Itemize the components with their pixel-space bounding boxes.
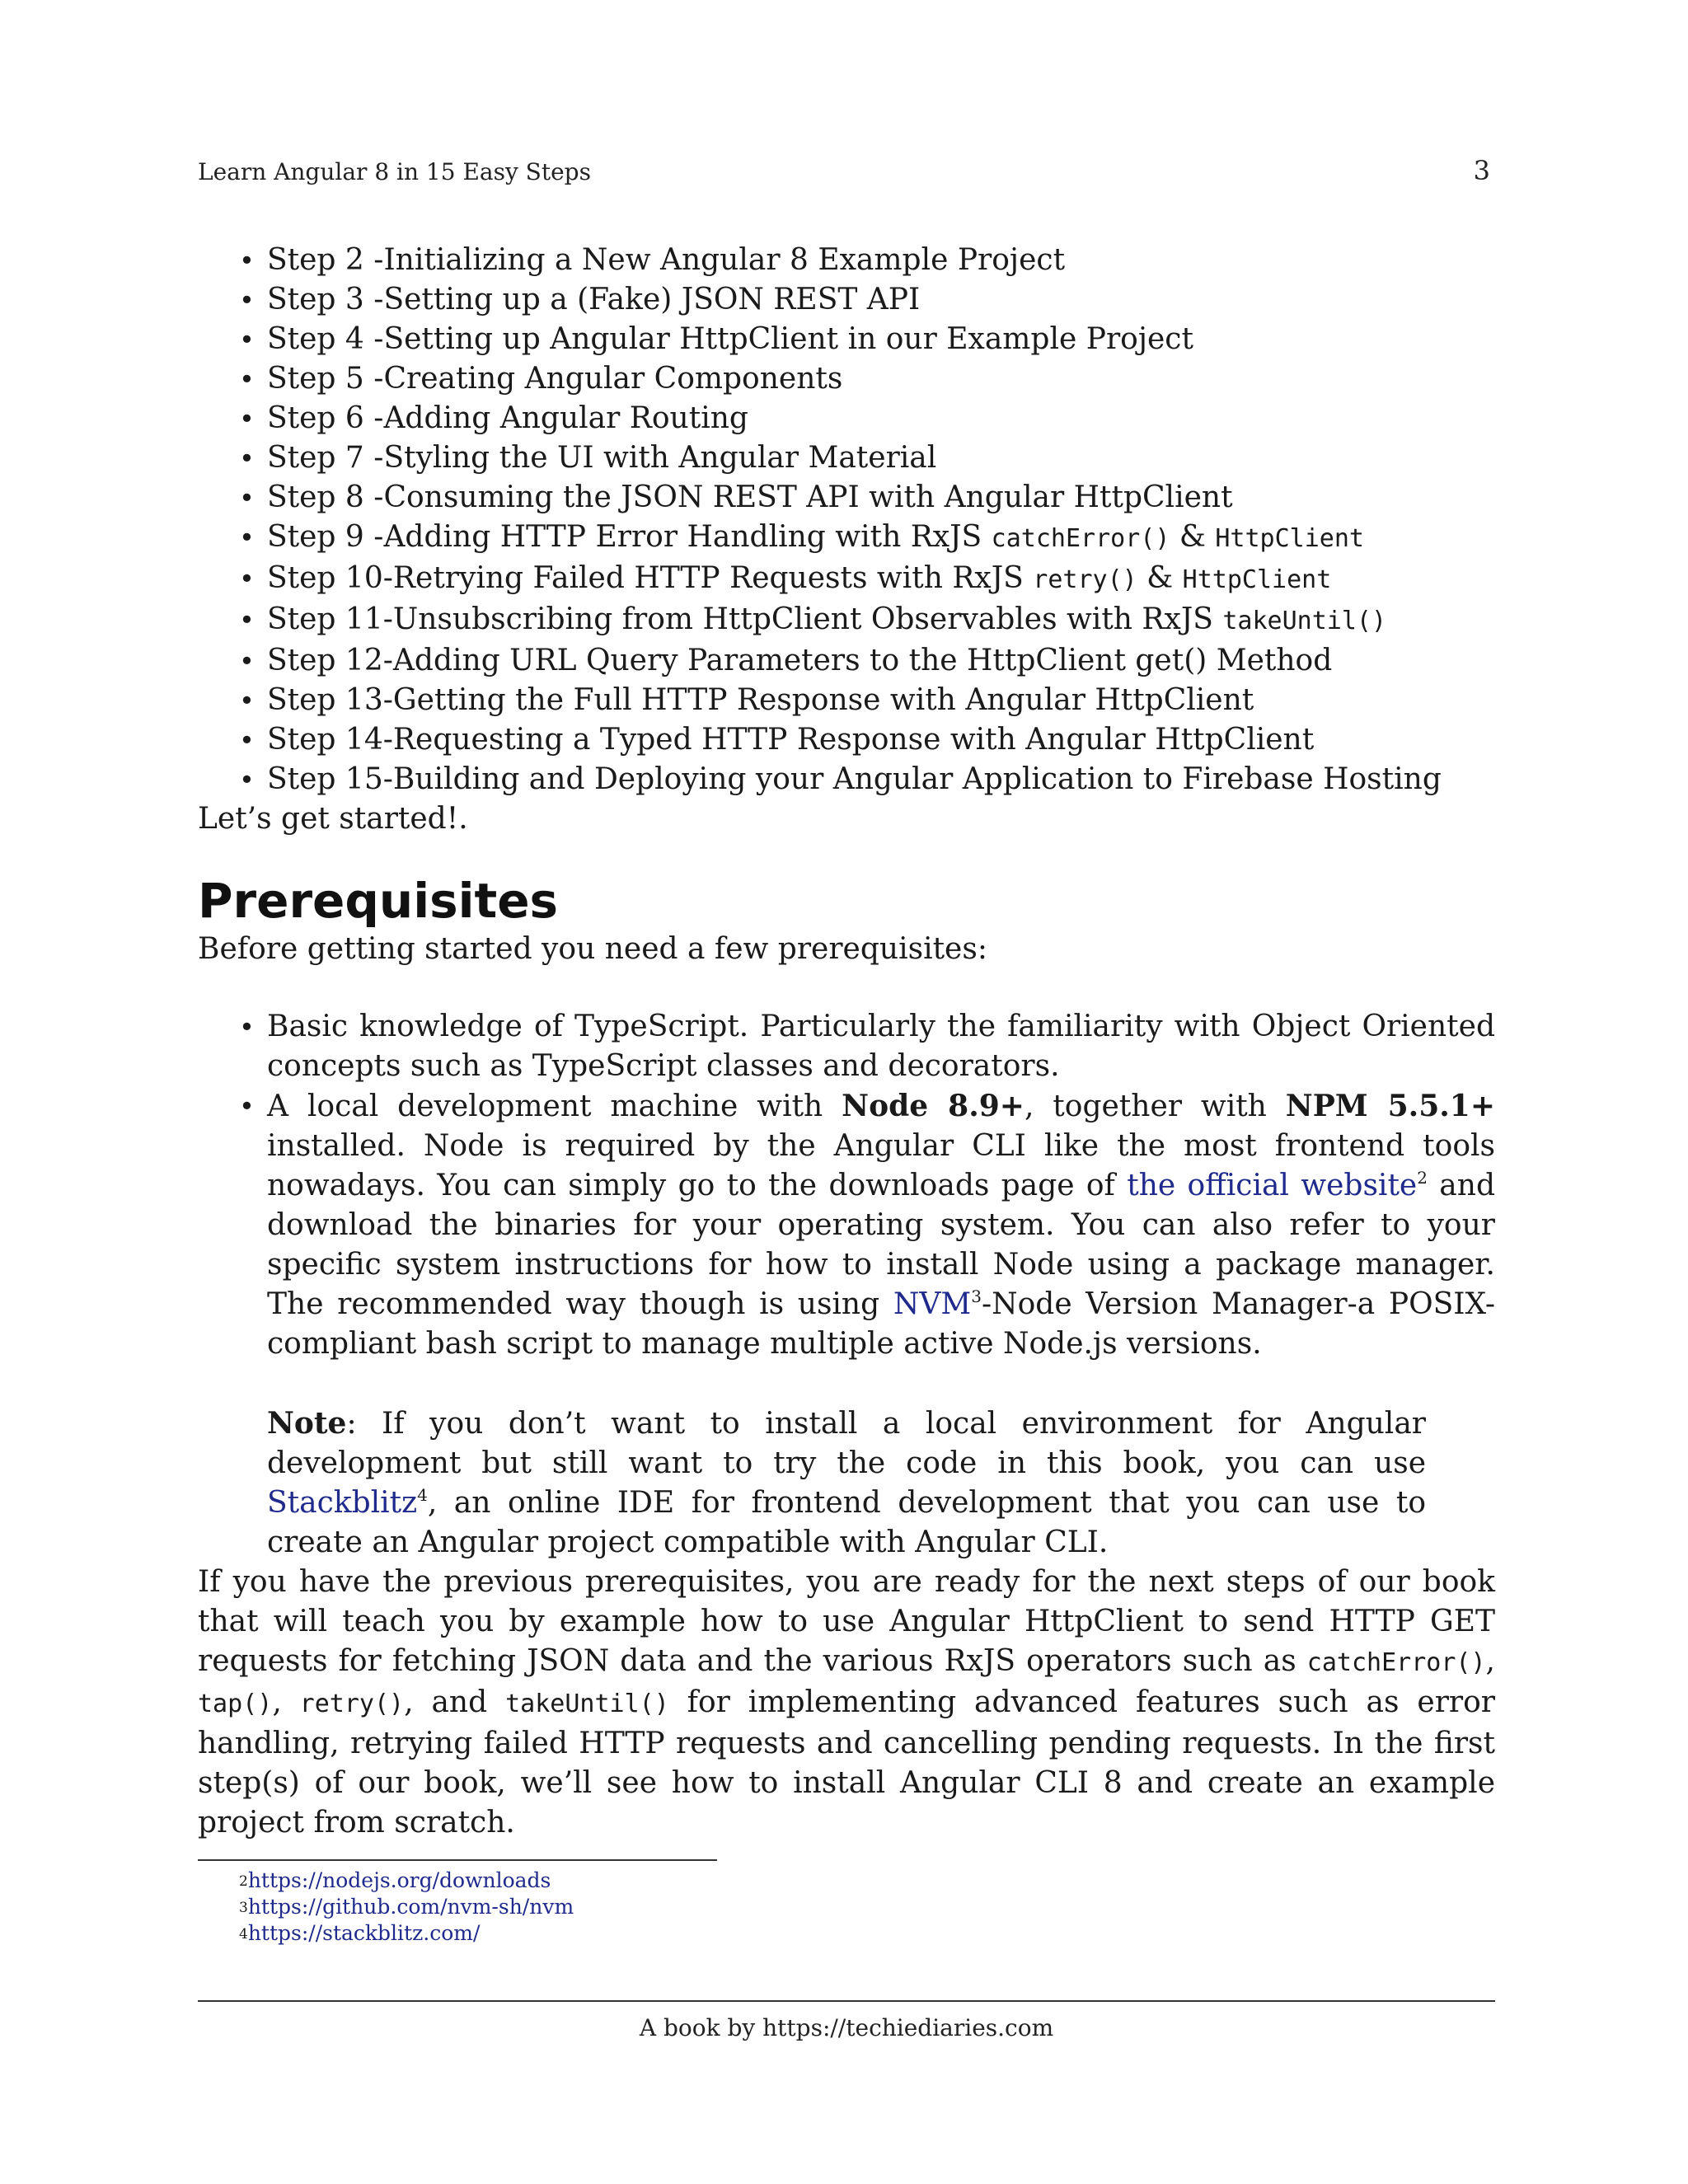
steps-list bbox=[198, 241, 1495, 799]
intro-paragraph: Before getting started you need a few prerequisites: bbox=[198, 932, 987, 966]
book-title: Learn Angular 8 in 15 Easy Steps bbox=[198, 158, 591, 185]
section-heading: Prerequisites bbox=[198, 873, 559, 929]
code-span: retry() bbox=[1033, 565, 1137, 594]
list-item: • Step 6 -Adding Angular Routing bbox=[198, 399, 1495, 438]
list-item: • Step 4 -Setting up Angular HttpClient in our Example Project bbox=[198, 320, 1495, 359]
list-item: • Step 2 -Initializing a New Angular 8 Example Project bbox=[198, 241, 1495, 280]
list-item: • Step 9 -Adding HTTP Error Handling with RxJS catchError() & HttpClient bbox=[198, 518, 1495, 559]
prerequisites-list bbox=[198, 1007, 1495, 1364]
footnote[interactable]: $^4$https://stackblitz.com/ bbox=[239, 1921, 481, 1945]
stackblitz-link[interactable]: Stackblitz bbox=[267, 1486, 418, 1520]
nvm-link[interactable]: NVM bbox=[893, 1287, 972, 1321]
note-label: Note bbox=[267, 1406, 347, 1441]
list-item: • A local development machine with Node 8.9+, together with NPM 5.5.1+ installed. Node is required by the Angular CLI like the most frontend tools nowadays. You can simply go to the downloads page of the official website$^2$ and download the binaries for your operating system. You can also refer to your specific system instructions for how to install Node using a package manager. The recommended way though is using NVM$^3$-Node Version Manager-a POSIX-compliant bash script to manage multiple active Node.js versions. bbox=[198, 1086, 1495, 1364]
list-item: • Step 5 -Creating Angular Components bbox=[198, 359, 1495, 399]
closing-paragraph: If you have the previous prerequisites, you are ready for the next steps of our book that will teach you by example how to use Angular HttpClient to send HTTP GET requests for fetching JSON data and the various RxJS operators such as catchError(), tap(), retry(), and takeUntil() for implementing advanced features such as error handling, retrying failed HTTP requests and cancelling pending requests. In the first step(s) of our book, we’ll see how to install Angular CLI 8 and create an example project from scratch. bbox=[198, 1565, 1495, 1840]
list-item: • Step 15-Building and Deploying your Angular Application to Firebase Hosting bbox=[198, 760, 1495, 799]
list-item: • Step 13-Getting the Full HTTP Response with Angular HttpClient bbox=[198, 681, 1495, 720]
footnote-ref: 2 bbox=[1417, 1168, 1428, 1188]
footer-divider bbox=[198, 2000, 1495, 2002]
list-item: • Step 10-Retrying Failed HTTP Requests with RxJS retry() & HttpClient bbox=[198, 559, 1495, 600]
footnote[interactable]: $^2$https://nodejs.org/downloads bbox=[239, 1868, 551, 1892]
list-item: • Basic knowledge of TypeScript. Particularly the familiarity with Object Oriented concepts such as TypeScript classes and decorators. bbox=[198, 1007, 1495, 1086]
running-header bbox=[198, 155, 1490, 186]
note-block: Note: If you don’t want to install a local environment for Angular development but still want to try the code in this book, you can use Stackblitz$^4$, an online IDE for frontend development that you can use to create an Angular project compatible with Angular CLI. bbox=[267, 1406, 1426, 1559]
code-span: HttpClient bbox=[1215, 524, 1364, 553]
footnotes bbox=[198, 1868, 1495, 1947]
code-span: catchError() bbox=[991, 524, 1170, 553]
footnote-ref: 3 bbox=[971, 1286, 982, 1306]
code-span: HttpClient bbox=[1182, 565, 1332, 594]
list-item: • Step 8 -Consuming the JSON REST API with Angular HttpClient bbox=[198, 478, 1495, 518]
code-span: takeUntil() bbox=[1222, 607, 1387, 635]
footnote-ref: 4 bbox=[417, 1485, 428, 1505]
lets-get-started: Let’s get started!. bbox=[198, 802, 468, 836]
code-span: retry() bbox=[299, 1690, 405, 1718]
footnote[interactable]: $^3$https://github.com/nvm-sh/nvm bbox=[239, 1895, 574, 1919]
list-item: • Step 12-Adding URL Query Parameters to the HttpClient get() Method bbox=[198, 641, 1495, 681]
node-version: Node 8.9+ bbox=[842, 1089, 1025, 1123]
page-footer: A book by https://techiediaries.com bbox=[639, 2014, 1054, 2041]
list-item: • Step 3 -Setting up a (Fake) JSON REST API bbox=[198, 280, 1495, 320]
npm-version: NPM 5.5.1+ bbox=[1285, 1089, 1495, 1123]
list-item: • Step 7 -Styling the UI with Angular Material bbox=[198, 438, 1495, 478]
page-content bbox=[198, 241, 1495, 1947]
list-item: • Step 14-Requesting a Typed HTTP Response with Angular HttpClient bbox=[198, 720, 1495, 760]
code-span: catchError() bbox=[1306, 1648, 1486, 1677]
code-span: takeUntil() bbox=[505, 1690, 669, 1718]
page-number: 3 bbox=[1473, 155, 1490, 186]
code-span: tap() bbox=[198, 1690, 273, 1718]
footnote-divider bbox=[198, 1859, 717, 1861]
list-item: • Step 11-Unsubscribing from HttpClient Observables with RxJS takeUntil() bbox=[198, 600, 1495, 641]
official-website-link[interactable]: the official website bbox=[1127, 1169, 1418, 1202]
